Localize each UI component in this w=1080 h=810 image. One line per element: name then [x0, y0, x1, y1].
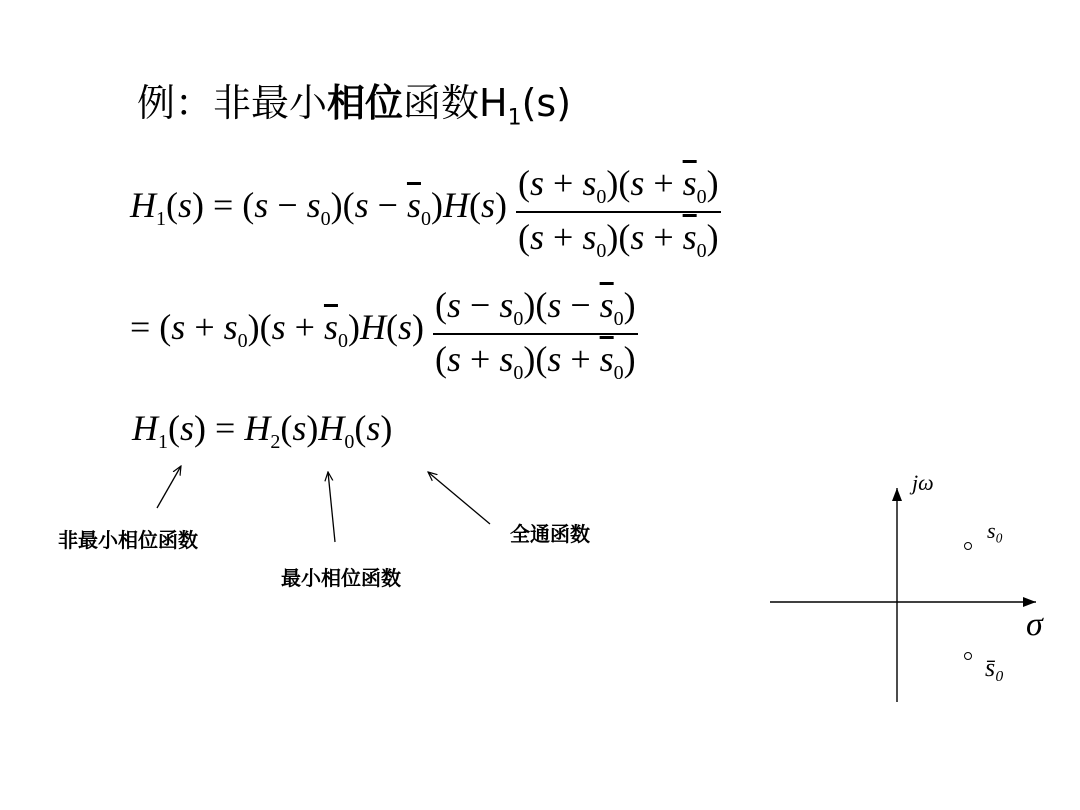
- label-zero-lower: s̄₀: [985, 653, 1005, 682]
- label-sigma: σ: [1026, 606, 1043, 643]
- arrow-to-h0: [428, 472, 490, 524]
- title-subscript: 1: [507, 105, 522, 131]
- equation-1-fraction: $\frac{(s + s_0)(s + \overline{s}_0)}{(s + s_0)(s + \overline{s}_0)}$: [517, 163, 719, 263]
- arrow-to-h1: [157, 466, 181, 508]
- arrow-to-h2: [328, 472, 335, 542]
- title-suffix: 函数H: [403, 81, 508, 125]
- equation-line-2: = $(s + s_0)(s + \overline{s}_0)H(s)$ $\frac{(s - s_0)(s - \overline{s}_0)}{(s + s_0)(s + \overline{s}_0)}$: [130, 285, 636, 385]
- title-tail: (s): [521, 81, 572, 125]
- title-bold: 相位: [327, 81, 404, 125]
- label-j-omega: jω: [912, 470, 934, 495]
- zero-upper-marker: [965, 543, 972, 550]
- label-minimum-phase: 最小相位函数: [281, 566, 401, 590]
- label-allpass: 全通函数: [510, 522, 590, 546]
- label-zero-upper: s₀: [987, 518, 1004, 543]
- zero-lower-marker: [965, 653, 972, 660]
- equation-line-1: $H_1(s) = (s - s_0)(s - \overline{s}_0)H(s)$ $\frac{(s + s_0)(s + \overline{s}_0)}{(s + s_0)(s + \overline{s}_0)}$: [130, 163, 719, 263]
- label-nonminimum-phase: 非最小相位函数: [58, 528, 198, 552]
- title-prefix: 例：非最小: [137, 81, 328, 125]
- equation-line-3: $H_1(s) = H_2(s)H_0(s)$: [132, 408, 393, 454]
- equation-2-fraction: $\frac{(s - s_0)(s - \overline{s}_0)}{(s + s_0)(s + \overline{s}_0)}$: [434, 285, 636, 385]
